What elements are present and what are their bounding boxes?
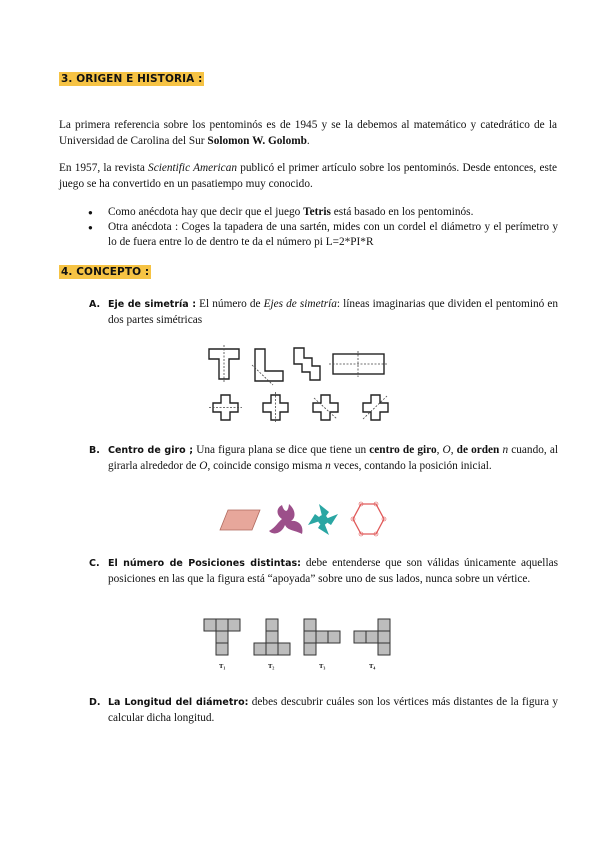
l-pentomino (255, 349, 283, 381)
position-t4 (354, 619, 390, 655)
item-marker: D. (89, 697, 101, 708)
text: n (325, 459, 331, 472)
text: , (436, 444, 443, 456)
text: está basado en los pentominós. (330, 206, 474, 218)
n-pentomino (294, 348, 320, 380)
text: Ejes de simetría (263, 298, 337, 310)
star-shape (308, 504, 338, 535)
golomb-name: Solomon W. Golomb (207, 135, 307, 147)
caption-t4: T₄ (369, 663, 376, 670)
caption-t3: T₃ (319, 663, 326, 670)
text: Como anécdota hay que decir que el juego (108, 206, 304, 218)
item-marker: C. (89, 558, 100, 569)
item-marker: B. (89, 445, 100, 456)
item-label: Eje de simetría : (108, 299, 197, 310)
rotation-center-figure (216, 500, 391, 540)
section-3-heading: 3. ORIGEN E HISTORIA : (61, 73, 203, 85)
text: O (442, 444, 451, 456)
tetris-name: Tetris (303, 206, 331, 218)
text: centro de giro (369, 444, 437, 456)
text: debe entenderse que son válidas únicamente aquellas posiciones en las que la figura está “apoyada” sobre uno de sus lados, nunca sobre un vértice. (108, 557, 558, 585)
concept-item-c (89, 556, 558, 587)
text: El número de (196, 298, 264, 310)
anecdote-item-pi: ● Otra anécdota : Coges la tapadera de una sartén, mides con un cordel el diámetro y el perímetro y lo de fuera entre lo de dentro te da el número pi L=2*PI*R (88, 220, 558, 250)
text: cuando, al girarla alrededor de (108, 444, 558, 472)
caption-t1: T₁ (219, 663, 226, 670)
position-t1 (204, 619, 240, 655)
concept-item-d (89, 695, 558, 726)
origin-paragraph-1 (59, 117, 557, 149)
position-t2 (254, 619, 290, 655)
positions-figure (202, 617, 392, 659)
concept-item-a (89, 297, 558, 328)
text: Una figura plana se dice que tiene un (193, 444, 370, 456)
origin-paragraph-2 (59, 160, 557, 192)
parallelogram-shape (220, 510, 260, 530)
item-marker: A. (89, 299, 101, 310)
item-label: La Longitud del diámetro: (108, 697, 249, 708)
text: O (199, 459, 208, 472)
section-4-heading: 4. CONCEPTO : (61, 266, 150, 278)
text: n (502, 444, 509, 456)
position-t3 (304, 619, 340, 655)
symmetry-axes-figure (205, 343, 390, 428)
pinwheel-shape (269, 504, 302, 534)
text: , coincide consigo misma (207, 459, 326, 472)
text: La primera referencia sobre los pentominós es de 1945 y se la debemos al matemático y catedrático de la Universidad de Carolina del Sur (59, 119, 557, 147)
x-pentomino-3 (313, 395, 338, 420)
concept-item-b (89, 443, 558, 474)
text: : líneas imaginarias que dividen el pentominó en dos partes simétricas (108, 298, 558, 326)
magazine-name: Scientific American (148, 162, 237, 174)
hexagon-shape (353, 504, 384, 534)
item-label: Centro de giro ; (108, 445, 194, 456)
text: veces, contando la posición inicial. (330, 459, 492, 472)
text: . (306, 135, 310, 147)
item-label: El número de Posiciones distintas: (108, 558, 301, 569)
anecdote-list (88, 205, 558, 250)
caption-t2: T₂ (268, 663, 275, 670)
text: de orden (456, 444, 503, 456)
text: debes descubrir cuáles son los vértices más distantes de la figura y calcular dicha longitud. (108, 696, 558, 724)
text: En 1957, la revista (59, 162, 149, 174)
text: , (450, 444, 457, 456)
text: publicó el primer artículo sobre los pentominós. Desde entonces, este juego se ha convertido en un pasatiempo muy conocido. (59, 162, 558, 190)
anecdote-item-tetris (88, 205, 558, 220)
